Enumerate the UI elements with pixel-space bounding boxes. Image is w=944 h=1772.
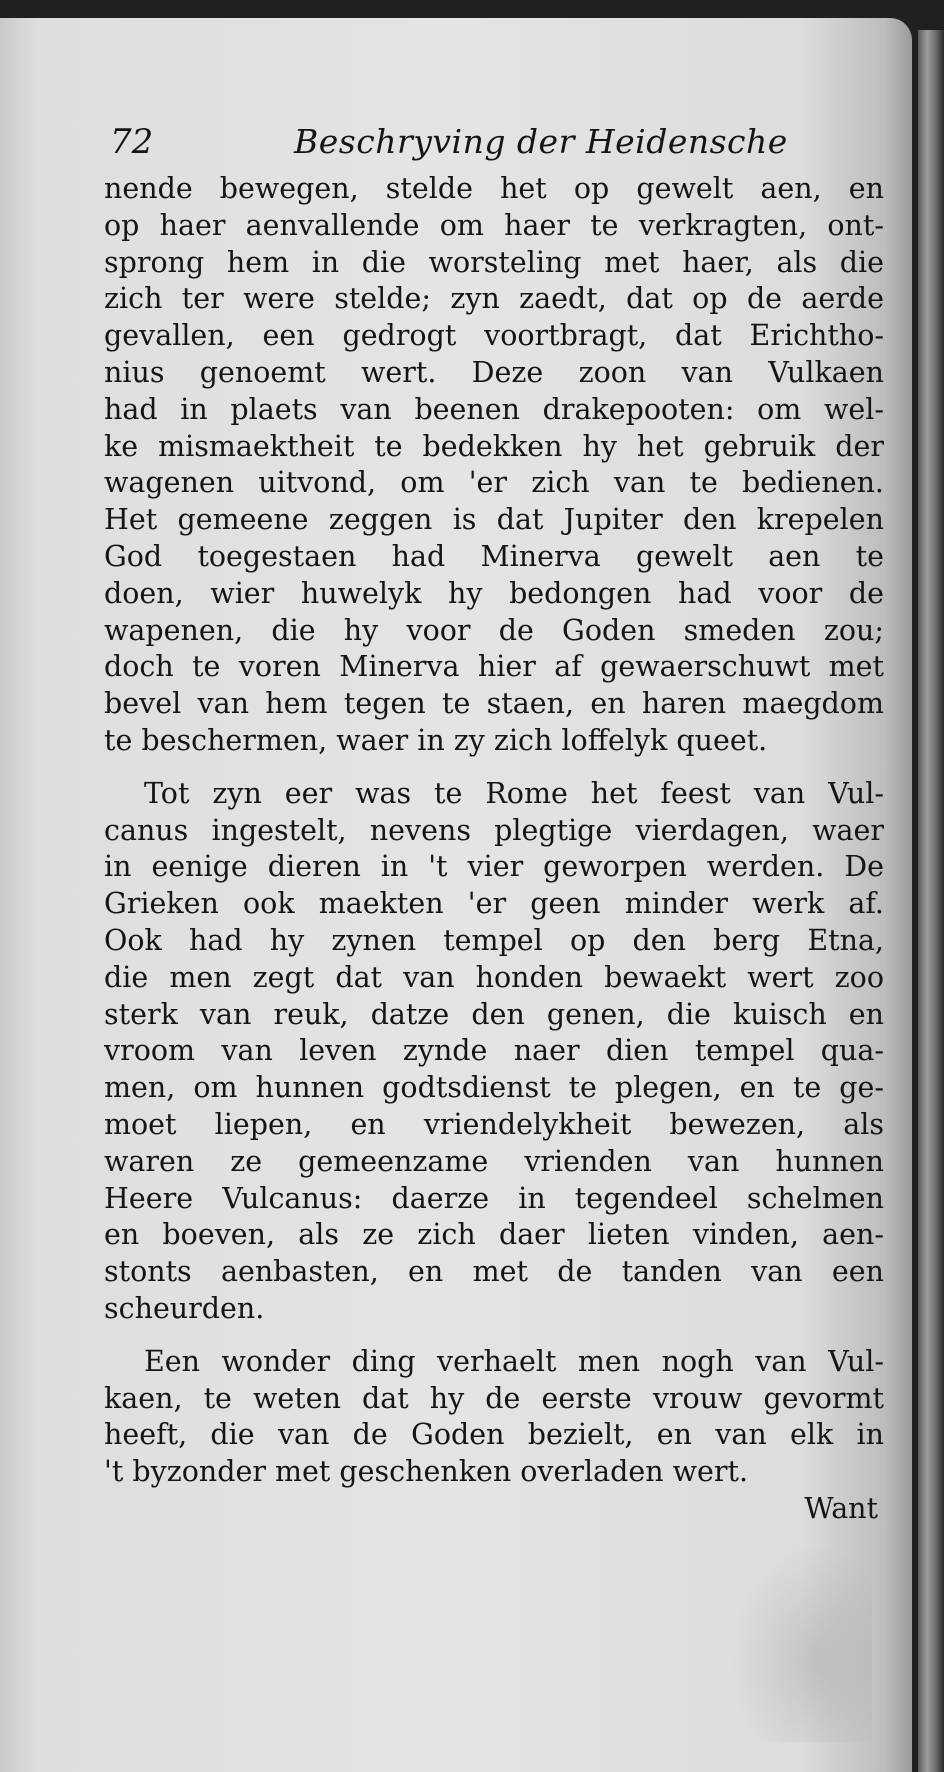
text-line: men, om hunnen godtsdienst te plegen, en te ge- <box>104 1071 884 1105</box>
text-line: Heere Vulcanus: daerze in tegendeel schelmen <box>104 1181 884 1215</box>
text-line: en boeven, als ze zich daer lieten vinden, aen- <box>104 1218 884 1252</box>
text-line: Grieken ook maekten 'er geen minder werk af. <box>104 887 884 921</box>
body-text <box>104 171 884 1528</box>
text-line: kaen, te weten dat hy de eerste vrouw gevormt <box>104 1381 884 1415</box>
page-edge <box>918 30 944 1772</box>
text-line: nius genoemt wert. Deze zoon van Vulkaen <box>104 355 884 389</box>
text-line: canus ingestelt, nevens plegtige vierdagen, waer <box>104 813 884 847</box>
paper-sheet <box>0 18 912 1772</box>
text-line: Tot zyn eer was te Rome het feest van Vul- <box>144 776 884 810</box>
text-line: wapenen, die hy voor de Goden smeden zou; <box>104 613 884 647</box>
text-line: Een wonder ding verhaelt men nogh van Vul- <box>144 1344 884 1378</box>
text-line: te beschermen, waer in zy zich loffelyk queet. <box>104 723 768 757</box>
page-stain <box>732 1542 872 1742</box>
text-line: doen, wier huwelyk hy bedongen had voor de <box>104 576 884 610</box>
text-line: doch te voren Minerva hier af gewaerschuwt met <box>104 650 884 684</box>
page-header <box>104 118 884 168</box>
text-line: waren ze gemeenzame vrienden van hunnen <box>104 1144 884 1178</box>
text-line: gevallen, een gedrogt voortbragt, dat Erichtho- <box>104 319 884 353</box>
text-line: sterk van reuk, datze den genen, die kuisch en <box>104 997 884 1031</box>
text-line: scheurden. <box>104 1291 265 1325</box>
text-line: ke mismaektheit te bedekken hy het gebruik der <box>104 429 884 463</box>
text-line: moet liepen, en vriendelykheit bewezen, als <box>104 1107 884 1141</box>
text-line: 't byzonder met geschenken overladen wert. <box>104 1455 749 1489</box>
text-line: sprong hem in die worsteling met haer, als die <box>104 245 884 279</box>
text-line: in eenige dieren in 't vier geworpen werden. De <box>104 850 884 884</box>
text-line: die men zegt dat van honden bewaekt wert zoo <box>104 960 884 994</box>
text-line: op haer aenvallende om haer te verkragten, ont- <box>104 208 884 242</box>
text-line: wagenen uitvond, om 'er zich van te bedienen. <box>104 466 884 500</box>
text-line: heeft, die van de Goden bezielt, en van elk in <box>104 1418 884 1452</box>
text-line: bevel van hem tegen te staen, en haren maegdom <box>104 687 884 721</box>
text-line: nende bewegen, stelde het op gewelt aen, en <box>104 172 884 205</box>
page-number: 72 <box>110 122 154 162</box>
running-head: Beschryving der Heidensche <box>294 122 788 161</box>
text-line: stonts aenbasten, en met de tanden van een <box>104 1255 884 1289</box>
text-line: Ook had hy zynen tempel op den berg Etna, <box>104 923 884 957</box>
text-line: Het gemeene zeggen is dat Jupiter den krepelen <box>104 503 884 537</box>
text-line: God toegestaen had Minerva gewelt aen te <box>104 539 884 573</box>
catchword: Want <box>804 1491 878 1525</box>
text-line: had in plaets van beenen drakepooten: om wel- <box>104 392 884 426</box>
text-line: zich ter were stelde; zyn zaedt, dat op de aerde <box>104 282 884 316</box>
text-line: vroom van leven zynde naer dien tempel qua- <box>104 1034 884 1068</box>
